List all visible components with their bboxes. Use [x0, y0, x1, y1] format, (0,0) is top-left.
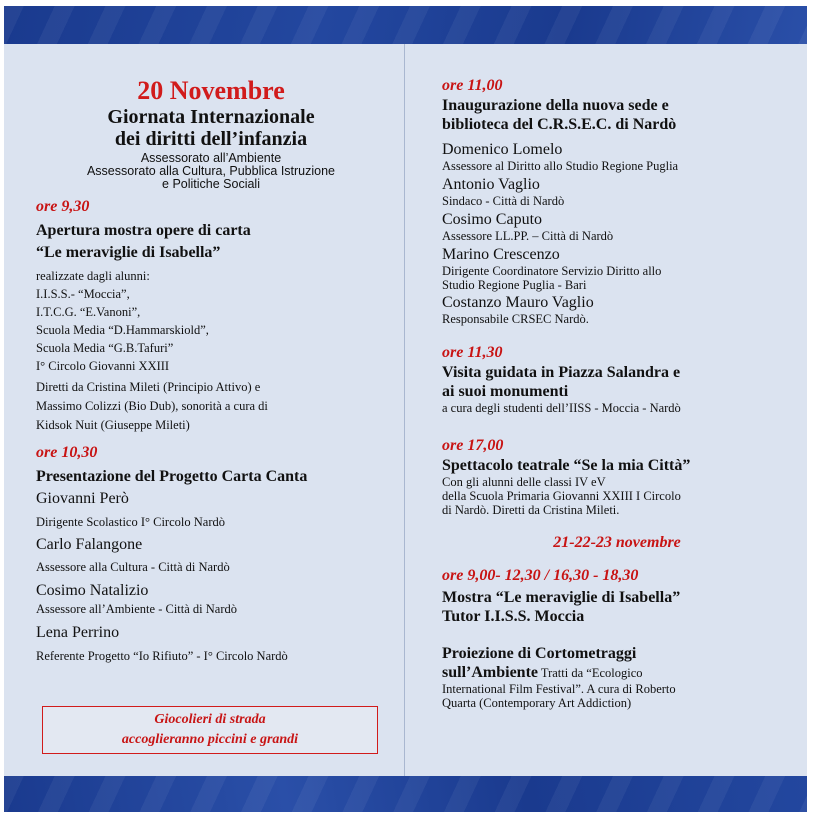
detail-line: Diretti da Cristina Mileti (Principio Attivo) e: [36, 380, 261, 394]
speaker-role: Assessore alla Cultura - Città di Nardò: [36, 560, 230, 574]
event-title-line2: dei diritti dell’infanzia: [114, 128, 308, 150]
column-divider: [404, 44, 405, 776]
session-title-cont: biblioteca del C.R.S.E.C. di Nardò: [442, 116, 677, 133]
exhibition-details: [36, 267, 386, 435]
detail-line: Scuola Media “G.B.Tafuri”: [36, 341, 174, 355]
speaker-role: Studio Regione Puglia - Bari: [442, 278, 587, 292]
session-time: ore 10,30: [36, 444, 98, 461]
speaker-name: Cosimo Natalizio: [36, 582, 149, 599]
exhibition-dates: 21-22-23 novembre: [553, 534, 681, 551]
bottom-decorative-band: [4, 776, 807, 812]
session-title: Proiezione di Cortometraggi: [442, 645, 637, 662]
session-detail: Tratti da “Ecologico: [538, 666, 643, 680]
session-time: ore 11,30: [442, 344, 503, 361]
speaker-role: Dirigente Coordinatore Servizio Diritto allo: [442, 264, 662, 278]
speaker-role: Responsabile CRSEC Nardò.: [442, 312, 589, 326]
organizer-line2: Assessorato alla Cultura, Pubblica Istruzione: [86, 164, 336, 178]
session-detail: International Film Festival”. A cura di Roberto: [442, 682, 676, 696]
session-title: Visita guidata in Piazza Salandra e: [442, 364, 681, 381]
speaker-name: Giovanni Però: [36, 490, 129, 507]
session-detail: della Scuola Primaria Giovanni XXIII I Circolo: [442, 489, 681, 503]
speaker-name: Antonio Vaglio: [442, 176, 540, 193]
session-time: ore 9,30: [36, 198, 90, 215]
speaker-role: Assessore al Diritto allo Studio Regione Puglia: [442, 159, 679, 173]
session-title: Spettacolo teatrale “Se la mia Città”: [442, 457, 691, 474]
session-time: ore 9,00- 12,30 / 16,30 - 18,30: [442, 567, 639, 584]
box-line1: Giocolieri di strada: [154, 712, 266, 727]
organizer-line1: Assessorato all’Ambiente: [140, 151, 282, 165]
speaker-name: Domenico Lomelo: [442, 141, 563, 158]
speaker-role: Assessore all’Ambiente - Città di Nardò: [36, 602, 237, 616]
detail-line: I° Circolo Giovanni XXIII: [36, 359, 170, 373]
speaker-name: Costanzo Mauro Vaglio: [442, 294, 594, 311]
session-detail: Quarta (Contemporary Art Addiction): [442, 696, 632, 710]
detail-line: Kidsok Nuit (Giuseppe Mileti): [36, 418, 190, 432]
session-subtitle: “Le meraviglie di Isabella”: [36, 244, 221, 261]
detail-line: Scuola Media “D.Hammarskiold”,: [36, 323, 209, 337]
detail-line: I.I.S.S.- “Moccia”,: [36, 287, 130, 301]
organizer-line3: e Politiche Sociali: [162, 177, 260, 191]
session-detail: Con gli alunni delle classi IV eV: [442, 475, 606, 489]
session-title-cont: ai suoi monumenti: [442, 383, 569, 400]
session-title-row: [442, 663, 792, 682]
speaker-role: Dirigente Scolastico I° Circolo Nardò: [36, 515, 225, 529]
right-column: [442, 76, 792, 710]
detail-line: realizzate dagli alunni:: [36, 269, 150, 283]
detail-line: Massimo Colizzi (Bio Dub), sonorità a cura di: [36, 399, 268, 413]
speakers-list: [442, 140, 792, 326]
speaker-role: Sindaco - Città di Nardò: [442, 194, 565, 208]
speaker-name: Carlo Falangone: [36, 536, 143, 553]
event-date: 20 Novembre: [137, 76, 285, 105]
session-time: ore 11,00: [442, 77, 503, 94]
session-title-cont: Tutor I.I.S.S. Moccia: [442, 608, 585, 625]
left-column: [36, 70, 386, 664]
session-title-cont: sull’Ambiente: [442, 664, 538, 681]
street-performers-box: [42, 706, 378, 754]
detail-line: I.T.C.G. “E.Vanoni”,: [36, 305, 141, 319]
speaker-name: Lena Perrino: [36, 624, 120, 641]
speaker-name: Marino Crescenzo: [442, 246, 560, 263]
event-title-line1: Giornata Internazionale: [107, 106, 315, 128]
top-decorative-band: [4, 6, 807, 44]
session-title: Presentazione del Progetto Carta Canta: [36, 468, 308, 485]
session-title: Mostra “Le meraviglie di Isabella”: [442, 589, 681, 606]
session-title: Inaugurazione della nuova sede e: [442, 97, 669, 114]
session-detail: di Nardò. Diretti da Cristina Mileti.: [442, 503, 620, 517]
speaker-role: Assessore LL.PP. – Città di Nardò: [442, 229, 614, 243]
session-title: Apertura mostra opere di carta: [36, 222, 251, 239]
speaker-name: Cosimo Caputo: [442, 211, 543, 228]
session-note: a cura degli studenti dell’IISS - Moccia - Nardò: [442, 401, 681, 415]
speaker-role: Referente Progetto “Io Rifiuto” - I° Circolo Nardò: [36, 649, 288, 663]
session-time: ore 17,00: [442, 437, 504, 454]
box-line2: accoglieranno piccini e grandi: [121, 732, 299, 747]
